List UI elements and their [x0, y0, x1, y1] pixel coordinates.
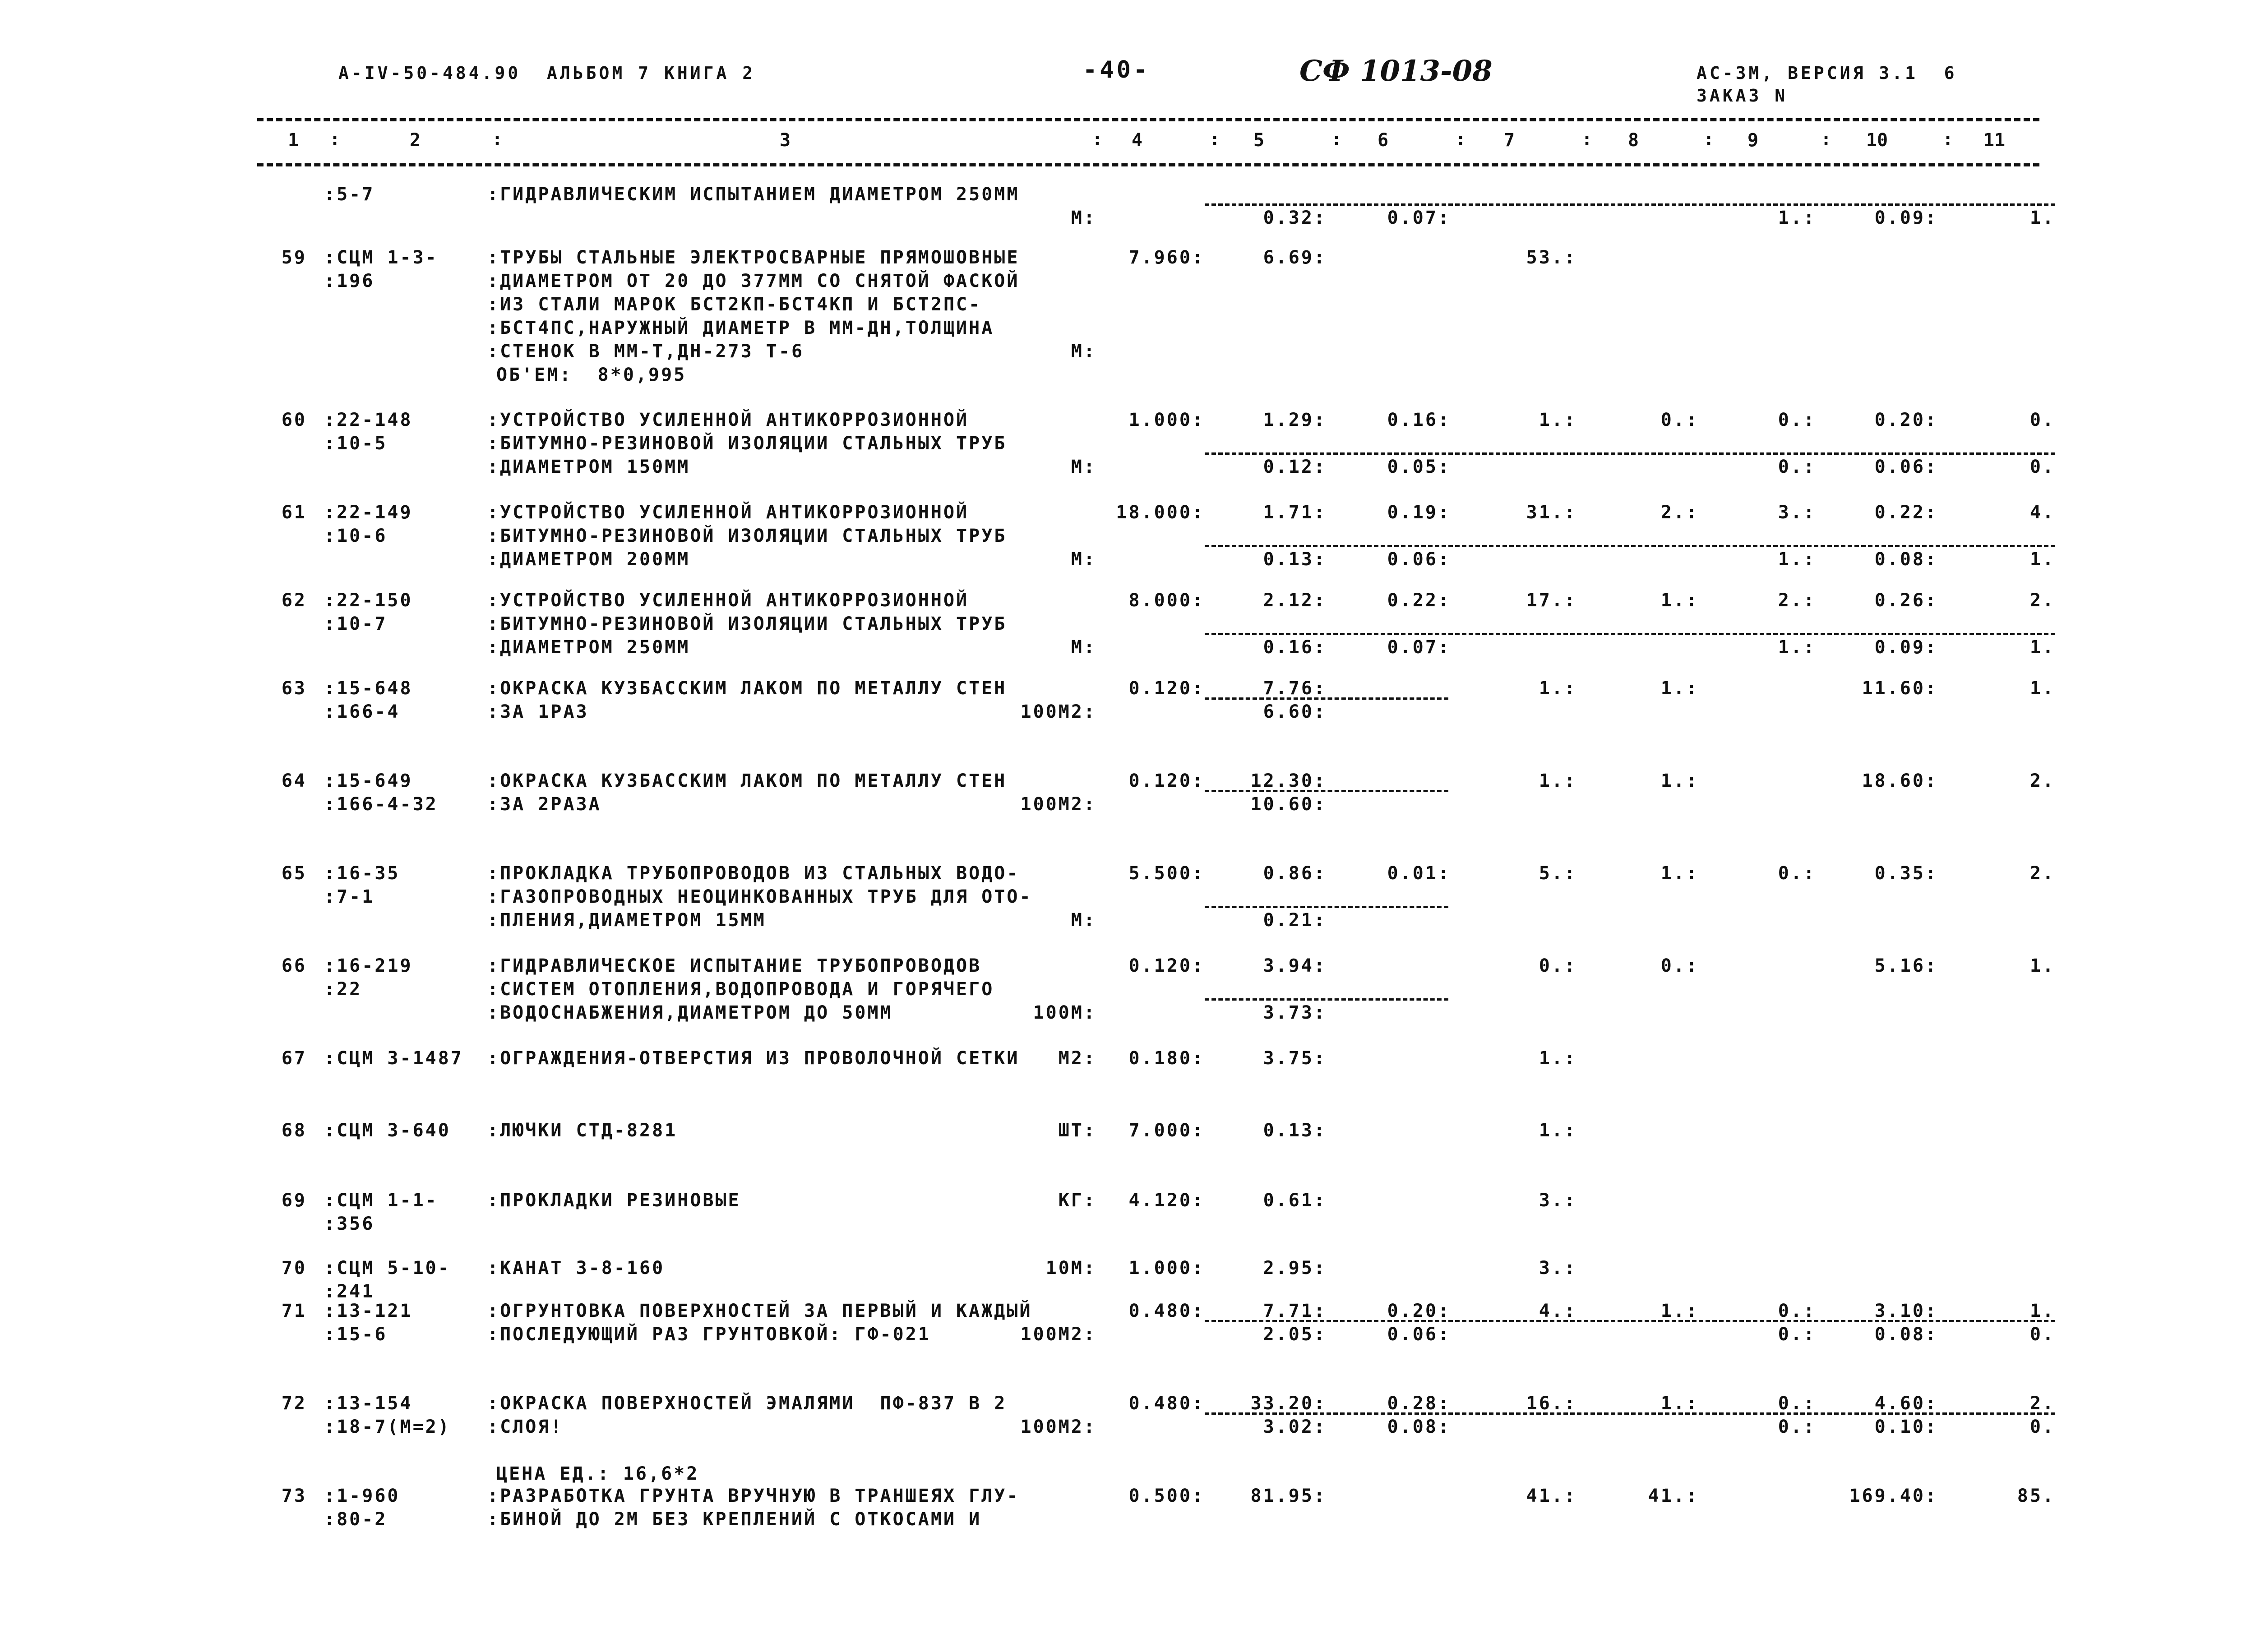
row-description: :БИНОЙ ДО 2М БЕЗ КРЕПЛЕНИЙ С ОТКОСАМИ И: [487, 1509, 982, 1530]
row-c5: 3.94:: [1263, 955, 1327, 976]
row-description: :УСТРОЙСТВО УСИЛЕННОЙ АНТИКОРРОЗИОННОЙ: [487, 590, 969, 611]
row-description: :ОГРУНТОВКА ПОВЕРХНОСТЕЙ ЗА ПЕРВЫЙ И КАЖДЫЙ: [487, 1301, 1032, 1321]
row-c4: 0.180:: [1128, 1048, 1205, 1069]
row-number: 71: [281, 1301, 307, 1321]
column-separator: :: [1209, 129, 1220, 150]
row-description: :РАЗРАБОТКА ГРУНТА ВРУЧНУЮ В ТРАНШЕЯХ ГЛУ-: [487, 1486, 1020, 1506]
row-c10: 4.60:: [1874, 1393, 1938, 1414]
row-c11: 1.: [2029, 1301, 2055, 1321]
row-sub-c5: 0.13:: [1263, 549, 1327, 570]
row-description: :ИЗ СТАЛИ МАРОК БСТ2КП-БСТ4КП И БСТ2ПС-: [487, 294, 982, 315]
row-sub-c11: 1.: [2029, 549, 2055, 570]
row-description: :ДИАМЕТРОМ 250ММ: [487, 637, 690, 658]
row-sub-c6: 0.06:: [1387, 1324, 1451, 1345]
row-c6: 0.01:: [1387, 863, 1451, 884]
row-code: :СЦМ 5-10-: [324, 1258, 451, 1278]
row-c4: 0.120:: [1128, 771, 1205, 791]
row-code: :166-4-32: [324, 794, 438, 815]
row-c5: 12.30:: [1250, 771, 1327, 791]
row-c4: 0.480:: [1128, 1301, 1205, 1321]
sub-rule: [1205, 633, 2055, 635]
row-sub-c5: 2.05:: [1263, 1324, 1327, 1345]
row-unit: 100М2:: [1020, 1324, 1096, 1345]
column-separator: :: [1942, 129, 1954, 150]
row-unit: 100М2:: [1020, 794, 1096, 815]
column-number-5: 5: [1253, 130, 1265, 151]
row-c10: 5.16:: [1874, 955, 1938, 976]
column-number-8: 8: [1627, 130, 1639, 151]
row-c7: 31.:: [1526, 502, 1577, 523]
row-unit: М:: [1071, 341, 1096, 362]
row-sub-c9: 0.:: [1778, 1324, 1816, 1345]
row-c11: 2.: [2029, 863, 2055, 884]
row-number: 70: [281, 1258, 307, 1278]
column-separator: :: [1455, 129, 1466, 150]
row-unit: 100М:: [1033, 1002, 1096, 1023]
row-code: :166-4: [324, 701, 400, 722]
row-description: :БИТУМНО-РЕЗИНОВОЙ ИЗОЛЯЦИИ СТАЛЬНЫХ ТРУБ: [487, 433, 1007, 454]
row-sub-c6: 0.08:: [1387, 1417, 1451, 1437]
row-c7: 17.:: [1526, 590, 1577, 611]
row-c6: 0.20:: [1387, 1301, 1451, 1321]
row-c10: 0.22:: [1874, 502, 1938, 523]
sub-rule: [1205, 203, 2055, 206]
row-c11: 1.: [2029, 678, 2055, 699]
row-c8: 1.:: [1660, 1393, 1699, 1414]
row-c7: 53.:: [1526, 247, 1577, 268]
row-c7: 1.:: [1539, 410, 1577, 430]
row-code: :15-648: [324, 678, 413, 699]
column-number-11: 11: [1983, 130, 2006, 151]
row-unit: ШТ:: [1058, 1120, 1096, 1141]
row-code: :1-960: [324, 1486, 400, 1506]
row-c8: 1.:: [1660, 1301, 1699, 1321]
row-code: :196: [324, 271, 375, 291]
row-c8: 0.:: [1660, 955, 1699, 976]
row-c4: 8.000:: [1128, 590, 1205, 611]
row-c8: 1.:: [1660, 863, 1699, 884]
row-c7: 41.:: [1526, 1486, 1577, 1506]
row-number: 69: [281, 1190, 307, 1211]
row-code: :241: [324, 1281, 375, 1302]
row-sub-c5: 0.21:: [1263, 910, 1327, 931]
sub-rule: [1205, 1320, 2055, 1322]
sub-rule: [1205, 1412, 2055, 1415]
row-description: :СТЕНОК В ММ-Т,ДН-273 Т-6: [487, 341, 804, 362]
row-description: :ЛЮЧКИ СТД-8281: [487, 1120, 678, 1141]
row-description: :УСТРОЙСТВО УСИЛЕННОЙ АНТИКОРРОЗИОННОЙ: [487, 410, 969, 430]
row-description: :ОКРАСКА КУЗБАССКИМ ЛАКОМ ПО МЕТАЛЛУ СТЕН: [487, 678, 1007, 699]
column-separator: :: [492, 129, 503, 150]
row-sub-c6: 0.07:: [1387, 208, 1451, 228]
row-number: 73: [281, 1486, 307, 1506]
row-c4: 0.120:: [1128, 678, 1205, 699]
row-code: :22: [324, 979, 362, 1000]
row-c4: 0.480:: [1128, 1393, 1205, 1414]
row-c5: 2.95:: [1263, 1258, 1327, 1278]
row-sub-c11: 1.: [2029, 208, 2055, 228]
row-c11: 2.: [2029, 1393, 2055, 1414]
row-description: :ГАЗОПРОВОДНЫХ НЕОЦИНКОВАННЫХ ТРУБ ДЛЯ ОТО-: [487, 886, 1032, 907]
row-description: :ГИДРАВЛИЧЕСКОЕ ИСПЫТАНИЕ ТРУБОПРОВОДОВ: [487, 955, 982, 976]
row-c4: 7.960:: [1128, 247, 1205, 268]
row-c9: 3.:: [1778, 502, 1816, 523]
row-c9: 2.:: [1778, 590, 1816, 611]
row-c5: 81.95:: [1250, 1486, 1327, 1506]
row-code: :7-1: [324, 886, 375, 907]
row-c7: 16.:: [1526, 1393, 1577, 1414]
column-separator: :: [1703, 129, 1715, 150]
column-number-6: 6: [1377, 130, 1389, 151]
row-sub-c5: 0.16:: [1263, 637, 1327, 658]
row-sub-c5: 0.12:: [1263, 457, 1327, 477]
row-code: :15-6: [324, 1324, 388, 1345]
column-separator: :: [1821, 129, 1832, 150]
row-c4: 0.500:: [1128, 1486, 1205, 1506]
row-c7: 1.:: [1539, 678, 1577, 699]
row-note: ОБ'ЕМ: 8*0,995: [496, 365, 687, 385]
row-code: :18-7(М=2): [324, 1417, 451, 1437]
header-right-line2: ЗАКАЗ N: [1697, 86, 1788, 106]
row-sub-c5: 6.60:: [1263, 701, 1327, 722]
row-c10: 11.60:: [1862, 678, 1938, 699]
row-c5: 6.69:: [1263, 247, 1327, 268]
row-description: :ПРОКЛАДКИ РЕЗИНОВЫЕ: [487, 1190, 741, 1211]
row-sub-c10: 0.06:: [1874, 457, 1938, 477]
row-c7: 3.:: [1539, 1190, 1577, 1211]
row-sub-c9: 0.:: [1778, 457, 1816, 477]
row-description: :ГИДРАВЛИЧЕСКИМ ИСПЫТАНИЕМ ДИАМЕТРОМ 250ММ: [487, 184, 1020, 205]
row-c5: 3.75:: [1263, 1048, 1327, 1069]
sub-rule: [1205, 790, 1448, 792]
row-sub-c6: 0.05:: [1387, 457, 1451, 477]
row-sub-c9: 0.:: [1778, 1417, 1816, 1437]
row-unit: 10М:: [1045, 1258, 1096, 1278]
row-description: :БИТУМНО-РЕЗИНОВОЙ ИЗОЛЯЦИИ СТАЛЬНЫХ ТРУБ: [487, 614, 1007, 634]
row-number: 60: [281, 410, 307, 430]
row-unit: М:: [1071, 910, 1096, 931]
column-separator: :: [1092, 129, 1103, 150]
row-c6: 0.22:: [1387, 590, 1451, 611]
row-c5: 7.71:: [1263, 1301, 1327, 1321]
row-unit: М:: [1071, 549, 1096, 570]
row-c8: 1.:: [1660, 678, 1699, 699]
row-code: :16-219: [324, 955, 413, 976]
row-sub-c9: 1.:: [1778, 208, 1816, 228]
column-number-7: 7: [1503, 130, 1515, 151]
row-sub-c11: 0.: [2029, 1324, 2055, 1345]
row-code: :10-6: [324, 526, 388, 546]
row-c4: 4.120:: [1128, 1190, 1205, 1211]
row-code: :13-154: [324, 1393, 413, 1414]
row-description: :ОКРАСКА ПОВЕРХНОСТЕЙ ЭМАЛЯМИ ПФ-837 В 2: [487, 1393, 1007, 1414]
row-sub-c9: 1.:: [1778, 637, 1816, 658]
row-number: 61: [281, 502, 307, 523]
row-c7: 1.:: [1539, 771, 1577, 791]
row-c11: 2.: [2029, 590, 2055, 611]
row-description: :ПРОКЛАДКА ТРУБОПРОВОДОВ ИЗ СТАЛЬНЫХ ВОДО-: [487, 863, 1020, 884]
row-c6: 0.16:: [1387, 410, 1451, 430]
row-code: :5-7: [324, 184, 375, 205]
row-c10: 0.35:: [1874, 863, 1938, 884]
row-unit: М:: [1071, 208, 1096, 228]
row-c11: 4.: [2029, 502, 2055, 523]
row-c11: 85.: [2017, 1486, 2055, 1506]
row-c11: 0.: [2029, 410, 2055, 430]
row-description: :ВОДОСНАБЖЕНИЯ,ДИАМЕТРОМ ДО 50ММ: [487, 1002, 893, 1023]
row-c8: 41.:: [1648, 1486, 1699, 1506]
row-sub-c11: 1.: [2029, 637, 2055, 658]
row-c9: 0.:: [1778, 863, 1816, 884]
row-note: ЦЕНА ЕД.: 16,6*2: [496, 1463, 699, 1484]
column-number-9: 9: [1747, 130, 1759, 151]
column-number-2: 2: [409, 130, 421, 151]
row-description: :ОГРАЖДЕНИЯ-ОТВЕРСТИЯ ИЗ ПРОВОЛОЧНОЙ СЕТКИ: [487, 1048, 1020, 1069]
row-sub-c10: 0.10:: [1874, 1417, 1938, 1437]
row-description: :УСТРОЙСТВО УСИЛЕННОЙ АНТИКОРРОЗИОННОЙ: [487, 502, 969, 523]
row-c4: 1.000:: [1128, 410, 1205, 430]
row-c11: 1.: [2029, 955, 2055, 976]
row-code: :16-35: [324, 863, 400, 884]
row-description: :ОКРАСКА КУЗБАССКИМ ЛАКОМ ПО МЕТАЛЛУ СТЕН: [487, 771, 1007, 791]
column-separator: :: [329, 129, 341, 150]
row-c4: 7.000:: [1128, 1120, 1205, 1141]
row-code: :СЦМ 1-1-: [324, 1190, 438, 1211]
row-code: :356: [324, 1214, 375, 1234]
row-description: :ДИАМЕТРОМ 150ММ: [487, 457, 690, 477]
row-number: 68: [281, 1120, 307, 1141]
row-code: :СЦМ 1-3-: [324, 247, 438, 268]
row-c8: 1.:: [1660, 771, 1699, 791]
row-c7: 1.:: [1539, 1120, 1577, 1141]
row-c5: 33.20:: [1250, 1393, 1327, 1414]
row-c6: 0.19:: [1387, 502, 1451, 523]
row-description: :ТРУБЫ СТАЛЬНЫЕ ЭЛЕКТРОСВАРНЫЕ ПРЯМОШОВНЫЕ: [487, 247, 1020, 268]
row-c10: 3.10:: [1874, 1301, 1938, 1321]
row-sub-c10: 0.09:: [1874, 637, 1938, 658]
sub-rule: [1205, 906, 1448, 908]
sub-rule: [1205, 697, 1448, 700]
row-description: :ДИАМЕТРОМ 200ММ: [487, 549, 690, 570]
row-c5: 1.29:: [1263, 410, 1327, 430]
row-c9: 0.:: [1778, 410, 1816, 430]
row-sub-c11: 0.: [2029, 1417, 2055, 1437]
row-description: :КАНАТ 3-8-160: [487, 1258, 665, 1278]
row-sub-c10: 0.08:: [1874, 549, 1938, 570]
row-sub-c5: 10.60:: [1250, 794, 1327, 815]
row-c9: 0.:: [1778, 1393, 1816, 1414]
row-c4: 5.500:: [1128, 863, 1205, 884]
row-sub-c5: 0.32:: [1263, 208, 1327, 228]
row-unit: М:: [1071, 637, 1096, 658]
row-sub-c9: 1.:: [1778, 549, 1816, 570]
row-description: :БСТ4ПС,НАРУЖНЫЙ ДИАМЕТР В ММ-ДН,ТОЛЩИНА: [487, 318, 994, 338]
row-number: 63: [281, 678, 307, 699]
row-description: :ЗА 1РАЗ: [487, 701, 589, 722]
row-code: :22-148: [324, 410, 413, 430]
sub-rule: [1205, 452, 2055, 455]
row-description: :ДИАМЕТРОМ ОТ 20 ДО 377ММ СО СНЯТОЙ ФАСКОЙ: [487, 271, 1020, 291]
row-c4: 0.120:: [1128, 955, 1205, 976]
row-c5: 2.12:: [1263, 590, 1327, 611]
row-c7: 0.:: [1539, 955, 1577, 976]
row-c10: 0.20:: [1874, 410, 1938, 430]
row-unit: М:: [1071, 457, 1096, 477]
column-number-3: 3: [779, 130, 791, 151]
row-code: :80-2: [324, 1509, 388, 1530]
row-sub-c5: 3.73:: [1263, 1002, 1327, 1023]
row-c4: 1.000:: [1128, 1258, 1205, 1278]
row-c7: 4.:: [1539, 1301, 1577, 1321]
row-c9: 0.:: [1778, 1301, 1816, 1321]
row-unit: 100М2:: [1020, 701, 1096, 722]
row-code: :10-5: [324, 433, 388, 454]
column-number-1: 1: [287, 130, 299, 151]
row-c6: 0.28:: [1387, 1393, 1451, 1414]
column-number-4: 4: [1131, 130, 1143, 151]
row-code: :СЦМ 3-1487: [324, 1048, 463, 1069]
row-description: :ПЛЕНИЯ,ДИАМЕТРОМ 15ММ: [487, 910, 766, 931]
row-c10: 18.60:: [1862, 771, 1938, 791]
row-code: :22-149: [324, 502, 413, 523]
row-sub-c10: 0.08:: [1874, 1324, 1938, 1345]
row-c7: 3.:: [1539, 1258, 1577, 1278]
row-number: 59: [281, 247, 307, 268]
row-c10: 169.40:: [1849, 1486, 1938, 1506]
row-number: 66: [281, 955, 307, 976]
row-c4: 18.000:: [1116, 502, 1205, 523]
row-sub-c6: 0.07:: [1387, 637, 1451, 658]
row-code: :13-121: [324, 1301, 413, 1321]
row-sub-c10: 0.09:: [1874, 208, 1938, 228]
row-c8: 0.:: [1660, 410, 1699, 430]
row-c8: 2.:: [1660, 502, 1699, 523]
row-number: 64: [281, 771, 307, 791]
column-number-10: 10: [1866, 130, 1888, 151]
row-code: :10-7: [324, 614, 388, 634]
row-number: 72: [281, 1393, 307, 1414]
row-code: :СЦМ 3-640: [324, 1120, 451, 1141]
row-number: 62: [281, 590, 307, 611]
row-description: :СЛОЯ!: [487, 1417, 564, 1437]
row-c7: 1.:: [1539, 1048, 1577, 1069]
header-right-line1: АС-3М, ВЕРСИЯ 3.1 6: [1697, 63, 1957, 83]
row-c5: 7.76:: [1263, 678, 1327, 699]
row-c11: 2.: [2029, 771, 2055, 791]
row-sub-c11: 0.: [2029, 457, 2055, 477]
row-c10: 0.26:: [1874, 590, 1938, 611]
page-number: -40-: [1083, 56, 1151, 83]
row-unit: КГ:: [1058, 1190, 1096, 1211]
row-number: 67: [281, 1048, 307, 1069]
column-separator: :: [1581, 129, 1593, 150]
row-description: :БИТУМНО-РЕЗИНОВОЙ ИЗОЛЯЦИИ СТАЛЬНЫХ ТРУБ: [487, 526, 1007, 546]
row-number: 65: [281, 863, 307, 884]
row-unit: 100М2:: [1020, 1417, 1096, 1437]
column-separator: :: [1331, 129, 1342, 150]
row-code: :22-150: [324, 590, 413, 611]
row-sub-c5: 3.02:: [1263, 1417, 1327, 1437]
sub-rule: [1205, 545, 2055, 547]
row-sub-c6: 0.06:: [1387, 549, 1451, 570]
row-code: :15-649: [324, 771, 413, 791]
row-c5: 0.61:: [1263, 1190, 1327, 1211]
handwritten-code: СФ 1013-08: [1299, 54, 1493, 88]
row-description: :ЗА 2РАЗА: [487, 794, 601, 815]
row-c5: 0.13:: [1263, 1120, 1327, 1141]
row-c5: 0.86:: [1263, 863, 1327, 884]
row-description: :ПОСЛЕДУЮЩИЙ РАЗ ГРУНТОВКОЙ: ГФ-021: [487, 1324, 931, 1345]
sub-rule: [1205, 998, 1448, 1001]
header-left: А-IV-50-484.90 АЛЬБОМ 7 КНИГА 2: [338, 63, 756, 83]
row-description: :СИСТЕМ ОТОПЛЕНИЯ,ВОДОПРОВОДА И ГОРЯЧЕГО: [487, 979, 994, 1000]
row-unit: М2:: [1058, 1048, 1096, 1069]
row-c8: 1.:: [1660, 590, 1699, 611]
row-c7: 5.:: [1539, 863, 1577, 884]
row-c5: 1.71:: [1263, 502, 1327, 523]
